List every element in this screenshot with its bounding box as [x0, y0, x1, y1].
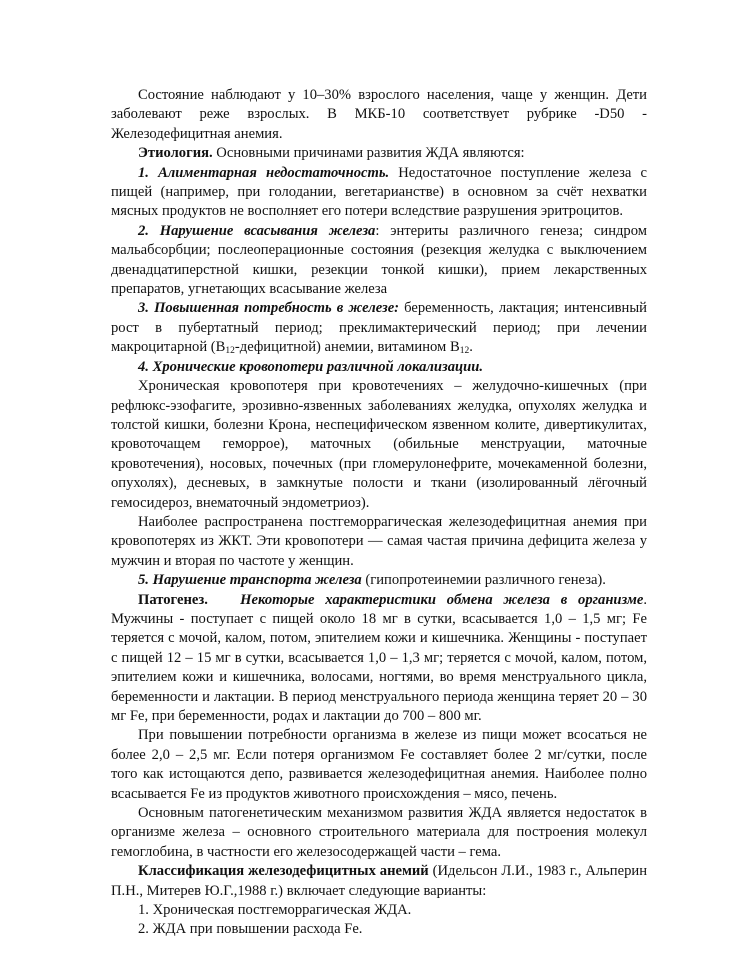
paragraph-cause-2 — [111, 222, 647, 300]
paragraph-absorption: При повышении потребности организма в железе из пищи может всосаться не более 2,0 – 2,5 мг. Если потеря организмом Fe составляет более 2 мг/сутки, после того как истощаются депо, развивается железодефицитная анемия. Наиболее полно всасывается Fe из продуктов животного происхождения – мясо, печень. — [111, 727, 647, 802]
paragraph-cause-4-heading: 4. Хронические кровопотери различной локализации. — [138, 358, 483, 375]
cause-5-heading: 5. Нарушение транспорта железа — [138, 572, 362, 589]
cause-2-heading: 2. Нарушение всасывания железа — [138, 222, 376, 239]
paragraph-gi-blood-loss: Наиболее распространена постгеморрагическая железодефицитная анемия при кровопотерях из ЖКТ. Эти кровопотери — самая частая причина дефицита железа у мужчин и вторая по частоте у женщин. — [111, 513, 647, 569]
paragraph-pathogenesis — [111, 591, 647, 727]
classification-heading: Классификация железодефицитных анемий — [138, 863, 429, 880]
pathogenesis-heading: Патогенез. — [138, 591, 208, 608]
list-item: 1. Хроническая постгеморрагическая ЖДА. — [138, 902, 412, 919]
paragraph-cause-3 — [111, 299, 647, 357]
subscript-12-a: 12 — [225, 346, 235, 357]
paragraph-mechanism: Основным патогенетическим механизмом развития ЖДА является недостаток в организме железа – основного строительного материала для построения молекул гемоглобина, в частности его железосодержащей части – гема. — [111, 805, 647, 860]
pathogenesis-text: . Мужчины - поступает с пищей около 18 мг в сутки, всасывается 1,0 – 1,5 мг; Fe теряется с мочой, калом, потом, эпителием кожи и кишечника. Женщины - поступает с пищей 12 – 15 мг в сутки, всасывается 1,0 – 1,3 мг; теряется с мочой, калом, потом, эпителием кожи и кишечника, волосами, ногтями, во время менструального цикла, беременности и лактации. В период менструального периода женщина теряет 20 – 30 мг Fe, при беременности, родах и лактации до 700 – 800 мг. — [111, 591, 647, 724]
etiology-heading: Этиология. — [138, 145, 213, 162]
cause-3-text-c: . — [469, 339, 473, 356]
cause-1-text: Недостаточное поступление железа с пищей (например, при голодании, вегетарианстве) в основном за счёт нехватки мясных продуктов не восполняет его потери вследствие разрушения эритроцитов. — [111, 164, 648, 220]
list-item: 2. ЖДА при повышении расхода Fe. — [138, 921, 363, 938]
cause-3-text-a: беременность, лактация; интенсивный рост в пубертатный период; преклимактерический период; при лечении макроцитарной (B — [111, 300, 647, 356]
paragraph-prevalence: Состояние наблюдают у 10–30% взрослого населения, чаще у женщин. Дети заболевают реже взрослых. В МКБ-10 соответствует рубрике -D50 - Железодефицитная анемия. — [111, 87, 647, 142]
paragraph-classification — [111, 862, 647, 901]
paragraph-chronic-blood-loss: Хроническая кровопотеря при кровотечениях – желудочно-кишечных (при рефлюкс-эзофагите, эрозивно-язвенных заболеваниях желудка, опухолях желудка и толстой кишки, болезни Крона, неспецифическом язвенном колите, дивертикулитах, кровоточащем геморрое), маточных (обильные менструации, маточные кровотечения), носовых, почечных (при гломерулонефрите, мочекаменной болезни, опухолях), десневых, в замкнутые полости и ткани (изолированный лёгочный гемосидероз, внематочный эндометриоз). — [111, 378, 647, 511]
cause-5-text: (гипопротеинемии различного генеза). — [361, 572, 606, 589]
paragraph-etiology — [111, 144, 647, 163]
iron-exchange-heading: Некоторые характеристики обмена железа в организме — [240, 591, 644, 608]
classification-text: (Идельсон Л.И., 1983 г., Альперин П.Н., Митерев Ю.Г.,1988 г.) включает следующие варианты: — [111, 863, 647, 899]
subscript-12-b: 12 — [459, 346, 470, 357]
cause-1-heading: 1. Алиментарная недостаточность. — [138, 164, 390, 181]
cause-2-text: : энтериты различного генеза; синдром мальабсорбции; послеоперационные состояния (резекция желудка с выключением двенадцатиперстной кишки, резекции тонкой кишки), прием лекарственных препаратов, угнетающих всасывание железа — [111, 222, 647, 298]
paragraph-cause-5 — [111, 571, 647, 590]
paragraph-cause-1 — [111, 164, 647, 222]
cause-3-heading: 3. Повышенная потребность в железе: — [138, 300, 400, 317]
etiology-text: Основными причинами развития ЖДА являются: — [212, 145, 525, 162]
cause-3-text-b: -дефицитной) анемии, витамином B — [234, 339, 460, 356]
